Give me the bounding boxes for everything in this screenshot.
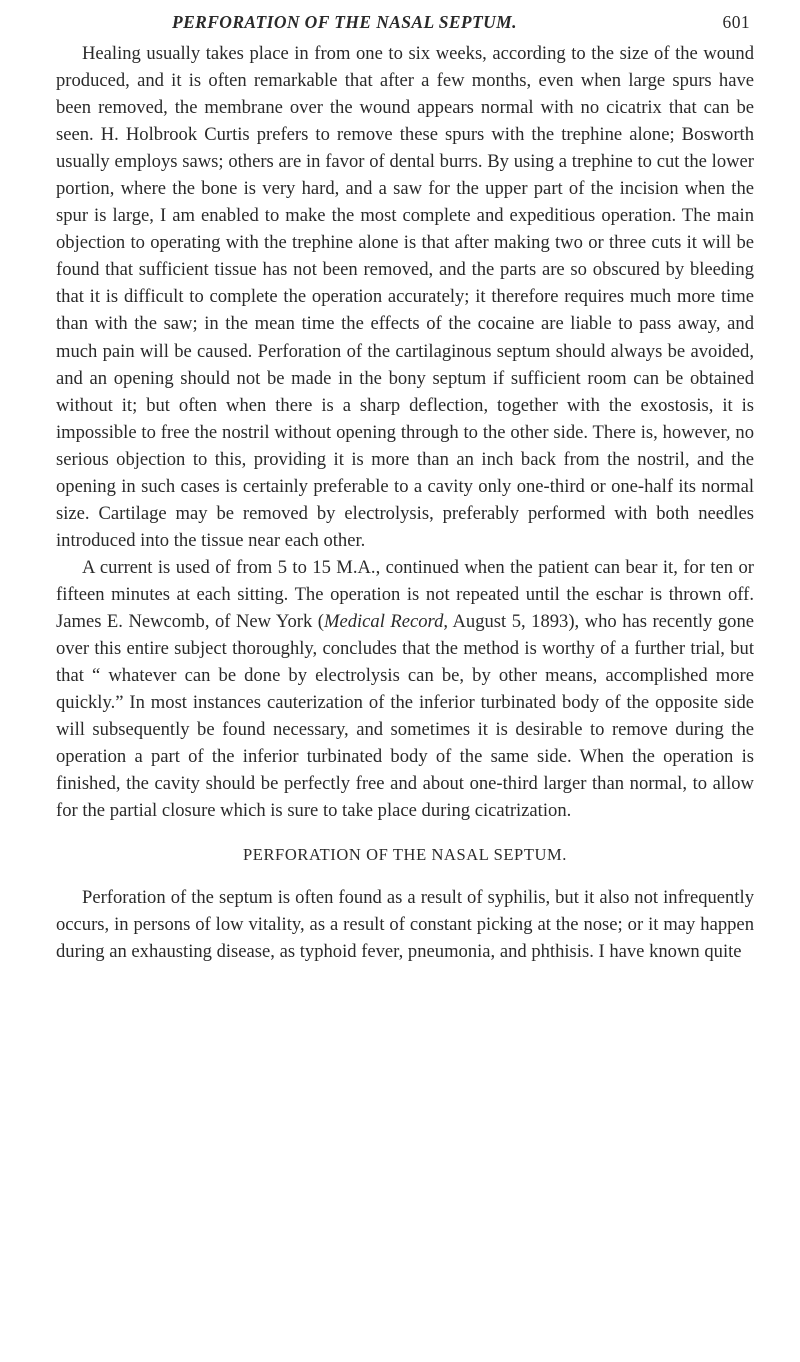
page-number: 601 — [722, 12, 750, 32]
paragraph-perforation: Perforation of the septum is often found as a result of syphilis, but it also not infrequently occurs, in persons of low vitality, as a result of constant picking at the nose; or it may happen during an exhausting disease, as typhoid fever, pneumonia, and phthisis. I have known quite — [56, 887, 754, 963]
paragraph-text-part: , August 5, 1893), who has recently gone over this entire subject thoroughly, concludes that the method is worthy of a further trial, but that “ whatever can be done by electrolysis can be, by other means, accomplished more quickly.” In most instances cauterization of the inferior turbinated body of the opposite side will subsequently be found necessary, and sometimes it is desirable to remove during the operation a part of the inferior turbinated body of the same side. When the operation is finished, the cavity should be perfectly free and about one-third larger than normal, to allow for the partial closure which is sure to take place during cicatrization. — [56, 610, 754, 822]
book-page — [56, 12, 754, 966]
journal-citation: Medical Record — [323, 610, 444, 632]
paragraph-electrolysis-current — [56, 554, 754, 824]
running-head — [56, 12, 754, 40]
running-title: PERFORATION OF THE NASAL SEPTUM. — [172, 12, 517, 32]
paragraph-healing: Healing usually takes place in from one to six weeks, according to the size of the wound produced, and it is often remarkable that after a few months, even when large spurs have been removed, the membrane over the wound appears normal with no cicatrix that can be seen. H. Holbrook Curtis prefers to remove these spurs with the trephine alone; Bosworth usually employs saws; others are in favor of dental burrs. By using a trephine to cut the lower portion, where the bone is very hard, and a saw for the upper part of the incision when the spur is large, I am enabled to make the most complete and expeditious operation. The main objection to operating with the trephine alone is that after making two or three cuts it will be found that sufficient tissue has not been removed, and the parts are so obscured by bleeding that it is difficult to complete the operation accurately; it therefore requires much more time than with the saw; in the mean time the effects of the cocaine are liable to pass away, and much pain will be caused. Perforation of the cartilaginous septum should always be avoided, and an opening should not be made in the bony septum if sufficient room can be obtained without it; but often when there is a sharp deflection, together with the exostosis, it is impossible to free the nostril without opening through to the other side. There is, however, no serious objection to this, providing it is more than an inch back from the nostril, and the opening in such cases is certainly preferable to a cavity only one-third or one-half its normal size. Cartilage may be removed by electrolysis, preferably performed with both needles introduced into the tissue near each other. — [56, 43, 754, 551]
body-text — [56, 40, 754, 966]
paragraph-text-part: A current is used of from 5 to 15 M.A., continued when the patient can bear it, for ten or fifteen minutes at each sitting. The operation is not repeated until the eschar is thrown off. James E. Newcomb, of New York ( — [56, 556, 754, 632]
section-heading: PERFORATION OF THE NASAL SEPTUM. — [242, 845, 568, 865]
